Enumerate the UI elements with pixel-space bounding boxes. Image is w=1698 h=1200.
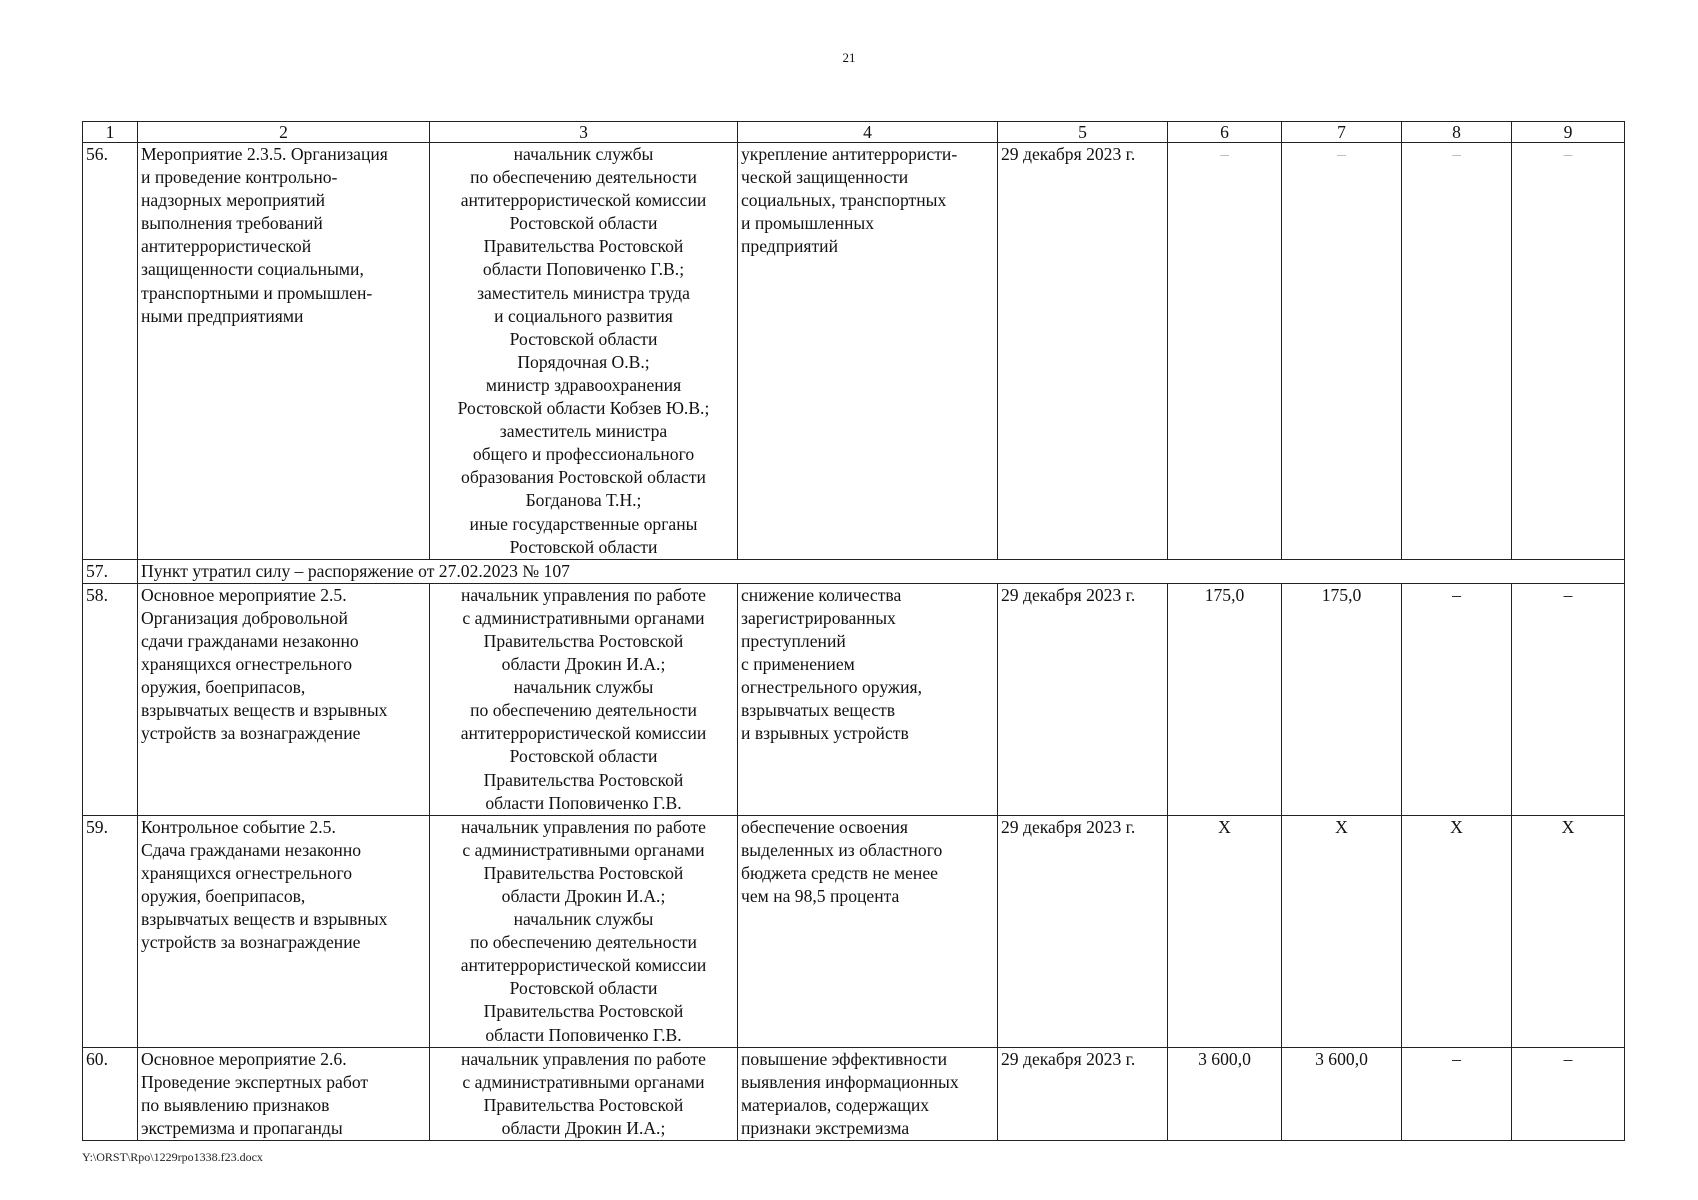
expected-result: повышение эффективности выявления информационных материалов, содержащих признаки экстремизма <box>738 1047 998 1140</box>
funding-col8: Х <box>1402 815 1512 1047</box>
activity-name: Основное мероприятие 2.5. Организация добровольной сдачи гражданами незаконно хранящихся огнестрельного оружия, боеприпасов, взрывчатых веществ и взрывных устройств за вознаграждение <box>138 583 430 815</box>
funding-col8: – <box>1402 1047 1512 1140</box>
funding-col9: – <box>1512 143 1625 560</box>
page-number: 21 <box>842 50 856 65</box>
responsible-executor: начальник управления по работе с административными органами Правительства Ростовской области Дрокин И.А.; <box>430 1047 738 1140</box>
funding-col9: – <box>1512 583 1625 815</box>
funding-col6: Х <box>1168 815 1282 1047</box>
responsible-executor: начальник службы по обеспечению деятельности антитеррористической комиссии Ростовской области Правительства Ростовской области Поповиченко Г.В.; заместитель министра труда и социального развития Ростовской области Порядочная О.В.; министр здравоохранения Ростовской области Кобзев Ю.В.; заместитель министра общего и профессионального образования Ростовской области Богданова Т.Н.; иные государственные органы Ростовской области <box>430 143 738 560</box>
activity-name: Контрольное событие 2.5. Сдача гражданами незаконно хранящихся огнестрельного оружия, боеприпасов, взрывчатых веществ и взрывных устройств за вознаграждение <box>138 815 430 1047</box>
funding-col6: – <box>1168 143 1282 560</box>
responsible-executor: начальник управления по работе с административными органами Правительства Ростовской области Дрокин И.А.; начальник службы по обеспечению деятельности антитеррористической комиссии Ростовской области Правительства Ростовской области Поповиченко Г.В. <box>430 815 738 1047</box>
activity-name: Мероприятие 2.3.5. Организация и проведение контрольно- надзорных мероприятий выполнения требований антитеррористической защищенности социальными, транспортными и промышлен- ными предприятиями <box>138 143 430 560</box>
table-row <box>83 583 1625 815</box>
deadline-date: 29 декабря 2023 г. <box>998 583 1168 815</box>
table-row <box>83 143 1625 560</box>
repealed-note: Пункт утратил силу – распоряжение от 27.02.2023 № 107 <box>138 559 1625 583</box>
row-number: 56. <box>83 143 138 560</box>
header-cell: 8 <box>1402 122 1512 143</box>
funding-col7: 3 600,0 <box>1282 1047 1402 1140</box>
deadline-date: 29 декабря 2023 г. <box>998 143 1168 560</box>
header-row <box>83 122 1625 143</box>
deadline-date: 29 декабря 2023 г. <box>998 815 1168 1047</box>
header-cell: 2 <box>138 122 430 143</box>
row-number: 58. <box>83 583 138 815</box>
header-cell: 1 <box>83 122 138 143</box>
table-row <box>83 559 1625 583</box>
funding-col7: 175,0 <box>1282 583 1402 815</box>
table-row <box>83 1047 1625 1140</box>
expected-result: обеспечение освоения выделенных из областного бюджета средств не менее чем на 98,5 процента <box>738 815 998 1047</box>
header-cell: 3 <box>430 122 738 143</box>
funding-col6: 3 600,0 <box>1168 1047 1282 1140</box>
header-cell: 9 <box>1512 122 1625 143</box>
funding-col8: – <box>1402 143 1512 560</box>
responsible-executor: начальник управления по работе с административными органами Правительства Ростовской области Дрокин И.А.; начальник службы по обеспечению деятельности антитеррористической комиссии Ростовской области Правительства Ростовской области Поповиченко Г.В. <box>430 583 738 815</box>
row-number: 60. <box>83 1047 138 1140</box>
funding-col7: Х <box>1282 815 1402 1047</box>
header-cell: 6 <box>1168 122 1282 143</box>
expected-result: укрепление антитеррористи- ческой защищенности социальных, транспортных и промышленных предприятий <box>738 143 998 560</box>
header-cell: 7 <box>1282 122 1402 143</box>
table-row <box>83 815 1625 1047</box>
header-cell: 5 <box>998 122 1168 143</box>
row-number: 57. <box>83 559 138 583</box>
header-cell: 4 <box>738 122 998 143</box>
funding-col9: – <box>1512 1047 1625 1140</box>
expected-result: снижение количества зарегистрированных преступлений с применением огнестрельного оружия, взрывчатых веществ и взрывных устройств <box>738 583 998 815</box>
deadline-date: 29 декабря 2023 г. <box>998 1047 1168 1140</box>
activity-name: Основное мероприятие 2.6. Проведение экспертных работ по выявлению признаков экстремизма и пропаганды <box>138 1047 430 1140</box>
funding-col8: – <box>1402 583 1512 815</box>
funding-col7: – <box>1282 143 1402 560</box>
row-number: 59. <box>83 815 138 1047</box>
file-path-footer: Y:\ORST\Rpo\1229rpo1338.f23.docx <box>82 1150 263 1164</box>
funding-col6: 175,0 <box>1168 583 1282 815</box>
funding-col9: Х <box>1512 815 1625 1047</box>
plan-table <box>82 121 1625 1141</box>
